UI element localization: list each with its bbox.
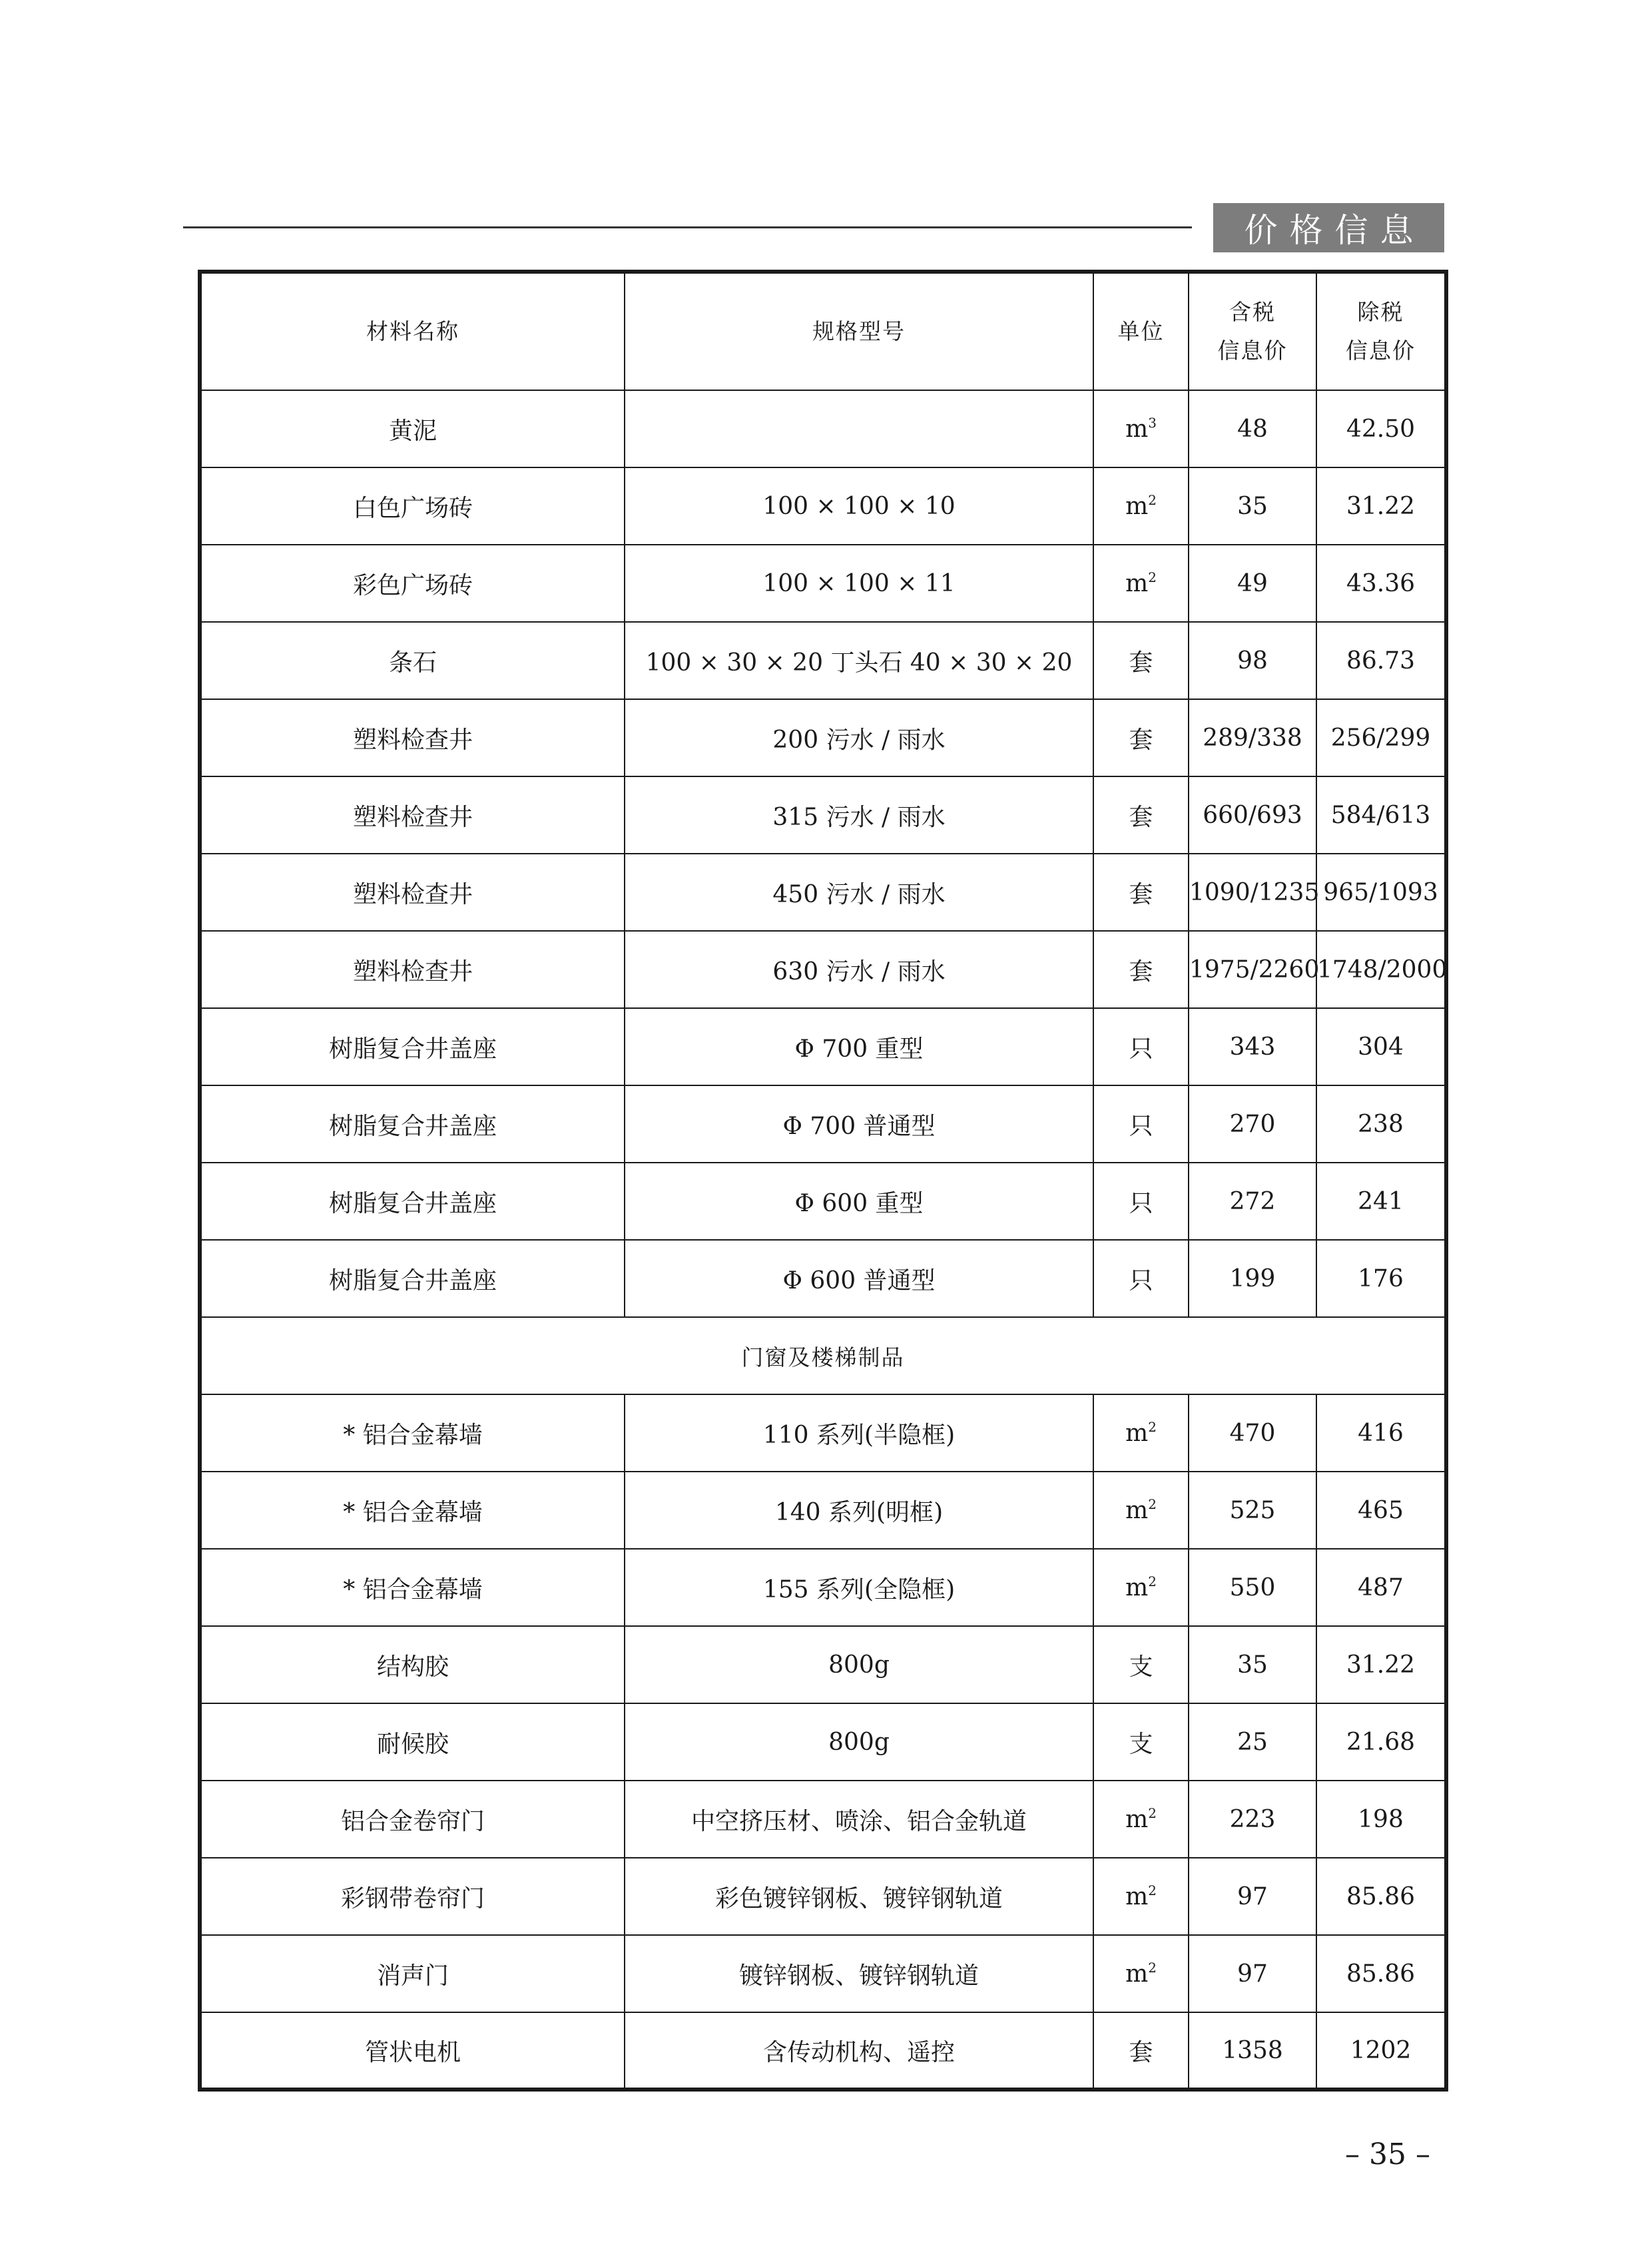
cell-spec: Φ 600 重型 (625, 1163, 1093, 1240)
cell-spec: 155 系列(全隐框) (625, 1549, 1093, 1626)
cell-tax-price: 97 (1189, 1858, 1316, 1935)
cell-notax-price: 584/613 (1316, 776, 1446, 854)
table-row (200, 2012, 1446, 2090)
cell-tax-price: 470 (1189, 1394, 1316, 1472)
cell-tax-price: 343 (1189, 1008, 1316, 1085)
cell-spec: 450 污水 / 雨水 (625, 854, 1093, 931)
cell-notax-price: 43.36 (1316, 545, 1446, 622)
table-row (200, 622, 1446, 699)
unit-exponent: 2 (1148, 1882, 1157, 1898)
unit-exponent: 2 (1148, 569, 1157, 585)
table-row (200, 1781, 1446, 1858)
section-title-tag (1213, 203, 1444, 252)
cell-tax-price: 223 (1189, 1781, 1316, 1858)
cell-material-name: 树脂复合井盖座 (200, 1240, 625, 1317)
cell-notax-price: 198 (1316, 1781, 1446, 1858)
unit-exponent: 3 (1148, 414, 1157, 431)
cell-material-name: * 铝合金幕墙 (200, 1549, 625, 1626)
unit-exponent: 2 (1148, 1959, 1157, 1976)
cell-unit: $m^2$ (1093, 1549, 1189, 1626)
header-rule (183, 226, 1192, 228)
cell-spec: 中空挤压材、喷涂、铝合金轨道 (625, 1781, 1093, 1858)
cell-unit: 套 (1093, 776, 1189, 854)
cell-unit: $m^2$ (1093, 1781, 1189, 1858)
cell-unit: 支 (1093, 1703, 1189, 1781)
cell-tax-price: 35 (1189, 1626, 1316, 1703)
cell-tax-price: 550 (1189, 1549, 1316, 1626)
col-header-notax-price: 除税 信息价 (1316, 272, 1446, 390)
cell-unit: $m^3$ (1093, 390, 1189, 467)
cell-notax-price: 304 (1316, 1008, 1446, 1085)
page-number: – 35 – (1345, 2137, 1430, 2171)
cell-notax-price: 241 (1316, 1163, 1446, 1240)
cell-notax-price: 416 (1316, 1394, 1446, 1472)
cell-notax-price: 21.68 (1316, 1703, 1446, 1781)
cell-spec: Φ 700 重型 (625, 1008, 1093, 1085)
cell-material-name: 铝合金卷帘门 (200, 1781, 625, 1858)
table-row (200, 1394, 1446, 1472)
table-row (200, 467, 1446, 545)
unit-exponent: 2 (1148, 1418, 1157, 1435)
cell-notax-price: 31.22 (1316, 1626, 1446, 1703)
cell-material-name: * 铝合金幕墙 (200, 1472, 625, 1549)
cell-tax-price: 97 (1189, 1935, 1316, 2012)
cell-spec: 630 污水 / 雨水 (625, 931, 1093, 1008)
cell-material-name: 条石 (200, 622, 625, 699)
cell-unit: 只 (1093, 1240, 1189, 1317)
section-row (200, 1317, 1446, 1394)
section-label: 门窗及楼梯制品 (200, 1317, 1446, 1394)
cell-material-name: 塑料检查井 (200, 854, 625, 931)
cell-unit: 支 (1093, 1626, 1189, 1703)
cell-notax-price: 238 (1316, 1085, 1446, 1163)
table-row (200, 1549, 1446, 1626)
cell-spec: 800g (625, 1626, 1093, 1703)
cell-material-name: 塑料检查井 (200, 699, 625, 776)
cell-tax-price: 199 (1189, 1240, 1316, 1317)
cell-tax-price: 98 (1189, 622, 1316, 699)
cell-unit: $m^2$ (1093, 1472, 1189, 1549)
table-row (200, 854, 1446, 931)
table-row (200, 1858, 1446, 1935)
cell-unit: 套 (1093, 931, 1189, 1008)
cell-tax-price: 35 (1189, 467, 1316, 545)
cell-spec: 含传动机构、遥控 (625, 2012, 1093, 2090)
cell-tax-price: 289/338 (1189, 699, 1316, 776)
cell-unit: $m^2$ (1093, 1858, 1189, 1935)
cell-material-name: 树脂复合井盖座 (200, 1008, 625, 1085)
cell-material-name: 树脂复合井盖座 (200, 1085, 625, 1163)
cell-spec: Φ 600 普通型 (625, 1240, 1093, 1317)
table-row (200, 1240, 1446, 1317)
cell-material-name: 彩钢带卷帘门 (200, 1858, 625, 1935)
cell-unit: 套 (1093, 622, 1189, 699)
cell-spec: 100 × 100 × 11 (625, 545, 1093, 622)
table-row (200, 1085, 1446, 1163)
table-row (200, 931, 1446, 1008)
cell-unit: $m^2$ (1093, 1935, 1189, 2012)
cell-spec: 100 × 100 × 10 (625, 467, 1093, 545)
cell-spec: 315 污水 / 雨水 (625, 776, 1093, 854)
cell-material-name: 塑料检查井 (200, 931, 625, 1008)
col-header-unit: 单位 (1093, 272, 1189, 390)
cell-notax-price: 85.86 (1316, 1858, 1446, 1935)
table-row (200, 545, 1446, 622)
cell-spec: 200 污水 / 雨水 (625, 699, 1093, 776)
cell-notax-price: 1202 (1316, 2012, 1446, 2090)
col-header-tax-price: 含税 信息价 (1189, 272, 1316, 390)
unit-exponent: 2 (1148, 1496, 1157, 1512)
cell-unit: $m^2$ (1093, 1394, 1189, 1472)
section-title: 价格信息 (1244, 211, 1426, 250)
cell-notax-price: 1748/2000 (1316, 931, 1446, 1008)
table-row (200, 1935, 1446, 2012)
unit-exponent: 2 (1148, 1573, 1157, 1589)
cell-spec: Φ 700 普通型 (625, 1085, 1093, 1163)
cell-material-name: 白色广场砖 (200, 467, 625, 545)
cell-spec: 100 × 30 × 20 丁头石 40 × 30 × 20 (625, 622, 1093, 699)
cell-tax-price: 660/693 (1189, 776, 1316, 854)
cell-notax-price: 85.86 (1316, 1935, 1446, 2012)
cell-material-name: 消声门 (200, 1935, 625, 2012)
cell-notax-price: 487 (1316, 1549, 1446, 1626)
cell-notax-price: 256/299 (1316, 699, 1446, 776)
cell-spec: 110 系列(半隐框) (625, 1394, 1093, 1472)
cell-tax-price: 525 (1189, 1472, 1316, 1549)
cell-unit: 只 (1093, 1085, 1189, 1163)
unit-exponent: 2 (1148, 491, 1157, 508)
table-row (200, 1163, 1446, 1240)
unit-exponent: 2 (1148, 1805, 1157, 1821)
table-row (200, 1703, 1446, 1781)
cell-tax-price: 1975/2260 (1189, 931, 1316, 1008)
cell-notax-price: 42.50 (1316, 390, 1446, 467)
cell-material-name: 黄泥 (200, 390, 625, 467)
cell-material-name: 彩色广场砖 (200, 545, 625, 622)
cell-unit: 套 (1093, 699, 1189, 776)
table-header-row (200, 272, 1446, 390)
cell-unit: 只 (1093, 1163, 1189, 1240)
table-row (200, 776, 1446, 854)
cell-unit: 只 (1093, 1008, 1189, 1085)
cell-tax-price: 1090/1235 (1189, 854, 1316, 931)
cell-spec: 彩色镀锌钢板、镀锌钢轨道 (625, 1858, 1093, 1935)
cell-tax-price: 272 (1189, 1163, 1316, 1240)
cell-spec: 800g (625, 1703, 1093, 1781)
table-body (200, 390, 1446, 2090)
table-row (200, 1472, 1446, 1549)
table-row (200, 1626, 1446, 1703)
cell-spec (625, 390, 1093, 467)
table-row (200, 390, 1446, 467)
cell-tax-price: 48 (1189, 390, 1316, 467)
col-header-name: 材料名称 (200, 272, 625, 390)
cell-material-name: 耐候胶 (200, 1703, 625, 1781)
table-row (200, 699, 1446, 776)
cell-material-name: 树脂复合井盖座 (200, 1163, 625, 1240)
cell-notax-price: 31.22 (1316, 467, 1446, 545)
cell-tax-price: 1358 (1189, 2012, 1316, 2090)
cell-material-name: 管状电机 (200, 2012, 625, 2090)
cell-notax-price: 465 (1316, 1472, 1446, 1549)
cell-notax-price: 86.73 (1316, 622, 1446, 699)
col-header-spec: 规格型号 (625, 272, 1093, 390)
cell-unit: 套 (1093, 854, 1189, 931)
cell-notax-price: 176 (1316, 1240, 1446, 1317)
cell-material-name: 塑料检查井 (200, 776, 625, 854)
cell-unit: $m^2$ (1093, 545, 1189, 622)
cell-unit: $m^2$ (1093, 467, 1189, 545)
cell-tax-price: 25 (1189, 1703, 1316, 1781)
cell-tax-price: 49 (1189, 545, 1316, 622)
cell-spec: 140 系列(明框) (625, 1472, 1093, 1549)
cell-material-name: * 铝合金幕墙 (200, 1394, 625, 1472)
cell-notax-price: 965/1093 (1316, 854, 1446, 931)
cell-unit: 套 (1093, 2012, 1189, 2090)
price-table (198, 270, 1448, 2092)
cell-material-name: 结构胶 (200, 1626, 625, 1703)
cell-spec: 镀锌钢板、镀锌钢轨道 (625, 1935, 1093, 2012)
table-row (200, 1008, 1446, 1085)
cell-tax-price: 270 (1189, 1085, 1316, 1163)
